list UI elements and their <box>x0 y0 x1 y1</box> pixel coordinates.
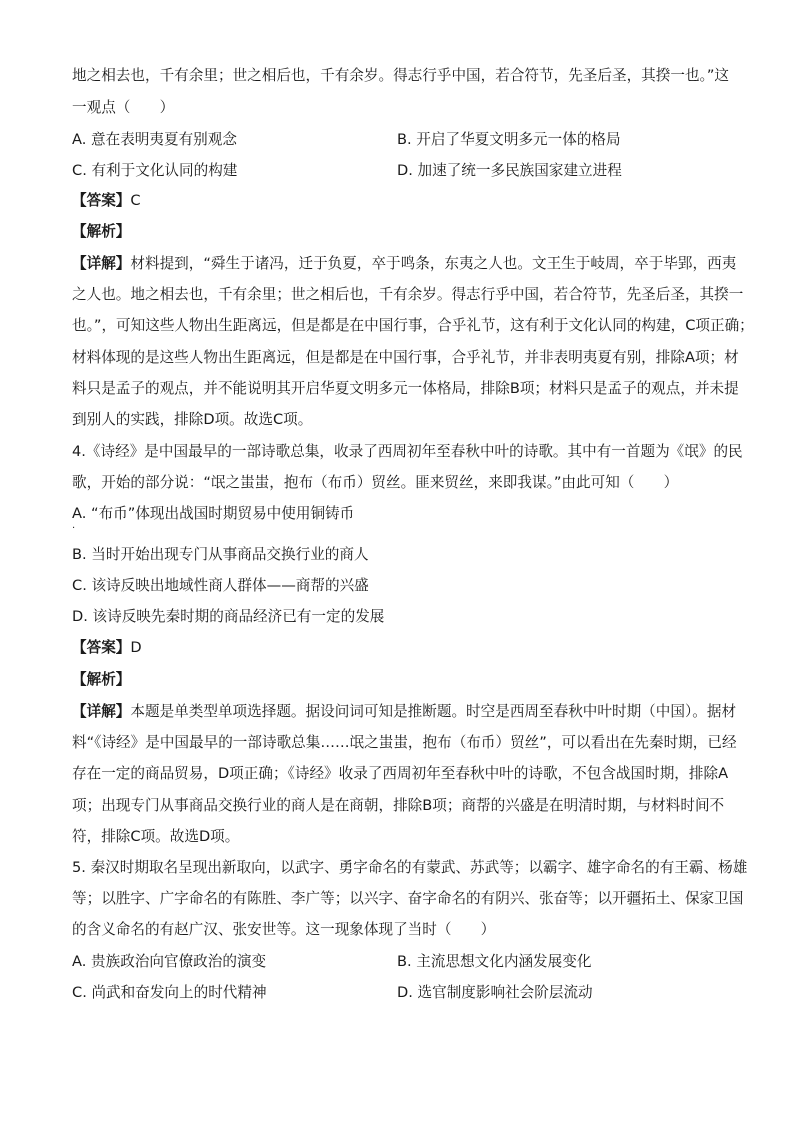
q3-detail-line-6: 到别人的实践，排除D项。故选C项。 <box>72 411 313 428</box>
q4-detail-line-1 <box>72 702 736 722</box>
q3-detail-line-3: 也。”，可知这些人物出生距离远，但是都是在中国行事，合乎礼节，这有利于文化认同的构建，C项正确； <box>72 317 754 334</box>
q3-stem-line-2: 一观点（ ） <box>72 99 175 116</box>
q4-answer-value: D <box>130 639 142 656</box>
q3-option-b: B. 开启了华夏文明多元一体的格局 <box>397 131 621 148</box>
q3-analysis-label: 【解析】 <box>72 223 131 240</box>
q4-option-c: C. 该诗反映出地域性商人群体——商帮的兴盛 <box>72 577 369 594</box>
q3-option-a: A. 意在表明夷夏有别观念 <box>72 131 237 148</box>
q3-detail-line-1 <box>72 254 736 274</box>
q4-detail-line-2: 料“《诗经》是中国最早的一部诗歌总集……氓之蚩蚩，抱布（布币）贸丝”，可以看出在先秦时期，已经 <box>72 734 737 751</box>
q5-stem-line-1: 5. 秦汉时期取名呈现出新取向，以武字、勇字命名的有蒙武、苏武等；以霸字、雄字命名的有王霸、杨雄 <box>72 859 748 876</box>
q5-stem-line-2: 等；以胜字、广字命名的有陈胜、李广等；以兴字、奋字命名的有阴兴、张奋等；以开疆拓土、保家卫国 <box>72 890 744 907</box>
q4-detail-label: 【详解】 <box>72 703 131 720</box>
q5-option-c: C. 尚武和奋发向上的时代精神 <box>72 984 267 1001</box>
q4-detail-line-3: 存在一定的商品贸易，D项正确；《诗经》收录了西周初年至春秋中叶的诗歌，不包含战国时期，排除A <box>72 765 729 782</box>
q4-detail-line-4: 项；出现专门从事商品交换行业的商人是在商朝，排除B项；商帮的兴盛是在明清时期，与材料时间不 <box>72 797 725 814</box>
stray-dot: · <box>72 523 76 534</box>
q4-option-d: D. 该诗反映先秦时期的商品经济已有一定的发展 <box>72 608 385 625</box>
q4-option-a: A. “布币”体现出战国时期贸易中使用铜铸币 <box>72 505 355 522</box>
q3-detail-line-4: 材料体现的是这些人物出生距离远，但是都是在中国行事，合乎礼节，并非表明夷夏有别，排除A项；材 <box>72 349 739 366</box>
q4-answer <box>72 638 142 658</box>
q5-option-b: B. 主流思想文化内涵发展变化 <box>397 953 592 970</box>
q3-answer-value: C <box>130 192 141 209</box>
q4-option-b: B. 当时开始出现专门从事商品交换行业的商人 <box>72 546 369 563</box>
q3-stem-line-1: 地之相去也，千有余里；世之相后也，千有余岁。得志行乎中国，若合符节，先圣后圣，其揆一也。”这 <box>72 67 729 84</box>
q3-answer-label: 【答案】 <box>72 192 131 209</box>
q5-stem-line-3: 的含义命名的有赵广汉、张安世等。这一现象体现了当时（ ） <box>72 921 496 938</box>
q4-detail-line-5: 符，排除C项。故选D项。 <box>72 828 240 845</box>
q4-stem-line-2: 歌，开始的部分说：“氓之蚩蚩，抱布（布币）贸丝。匪来贸丝，来即我谋。”由此可知（ ） <box>72 474 679 491</box>
q4-detail-text-1: 本题是单类型单项选择题。据设问词可知是推断题。时空是西周至春秋中叶时期（中国）。据材 <box>130 703 737 720</box>
q3-detail-line-2: 之人也。地之相去也，千有余里；世之相后也，千有余岁。得志行乎中国，若合符节，先圣后圣，其揆一 <box>72 286 744 303</box>
q3-detail-text-1: 材料提到，“舜生于诸冯，迁于负夏，卒于鸣条，东夷之人也。文王生于岐周，卒于毕郢，西夷 <box>130 255 737 272</box>
q4-answer-label: 【答案】 <box>72 639 131 656</box>
q3-detail-label: 【详解】 <box>72 255 131 272</box>
q4-analysis-label: 【解析】 <box>72 671 131 688</box>
q3-option-d: D. 加速了统一多民族国家建立进程 <box>397 162 622 179</box>
q5-option-d: D. 选官制度影响社会阶层流动 <box>397 984 593 1001</box>
q3-answer <box>72 191 141 211</box>
q3-option-c: C. 有利于文化认同的构建 <box>72 162 238 179</box>
q5-option-a: A. 贵族政治向官僚政治的演变 <box>72 953 267 970</box>
q3-detail-line-5: 料只是孟子的观点，并不能说明其开启华夏文明多元一体格局，排除B项；材料只是孟子的观点，并未提 <box>72 380 739 397</box>
q4-stem-line-1: 4.《诗经》是中国最早的一部诗歌总集，收录了西周初年至春秋中叶的诗歌。其中有一首题为《氓》的民 <box>72 443 743 460</box>
